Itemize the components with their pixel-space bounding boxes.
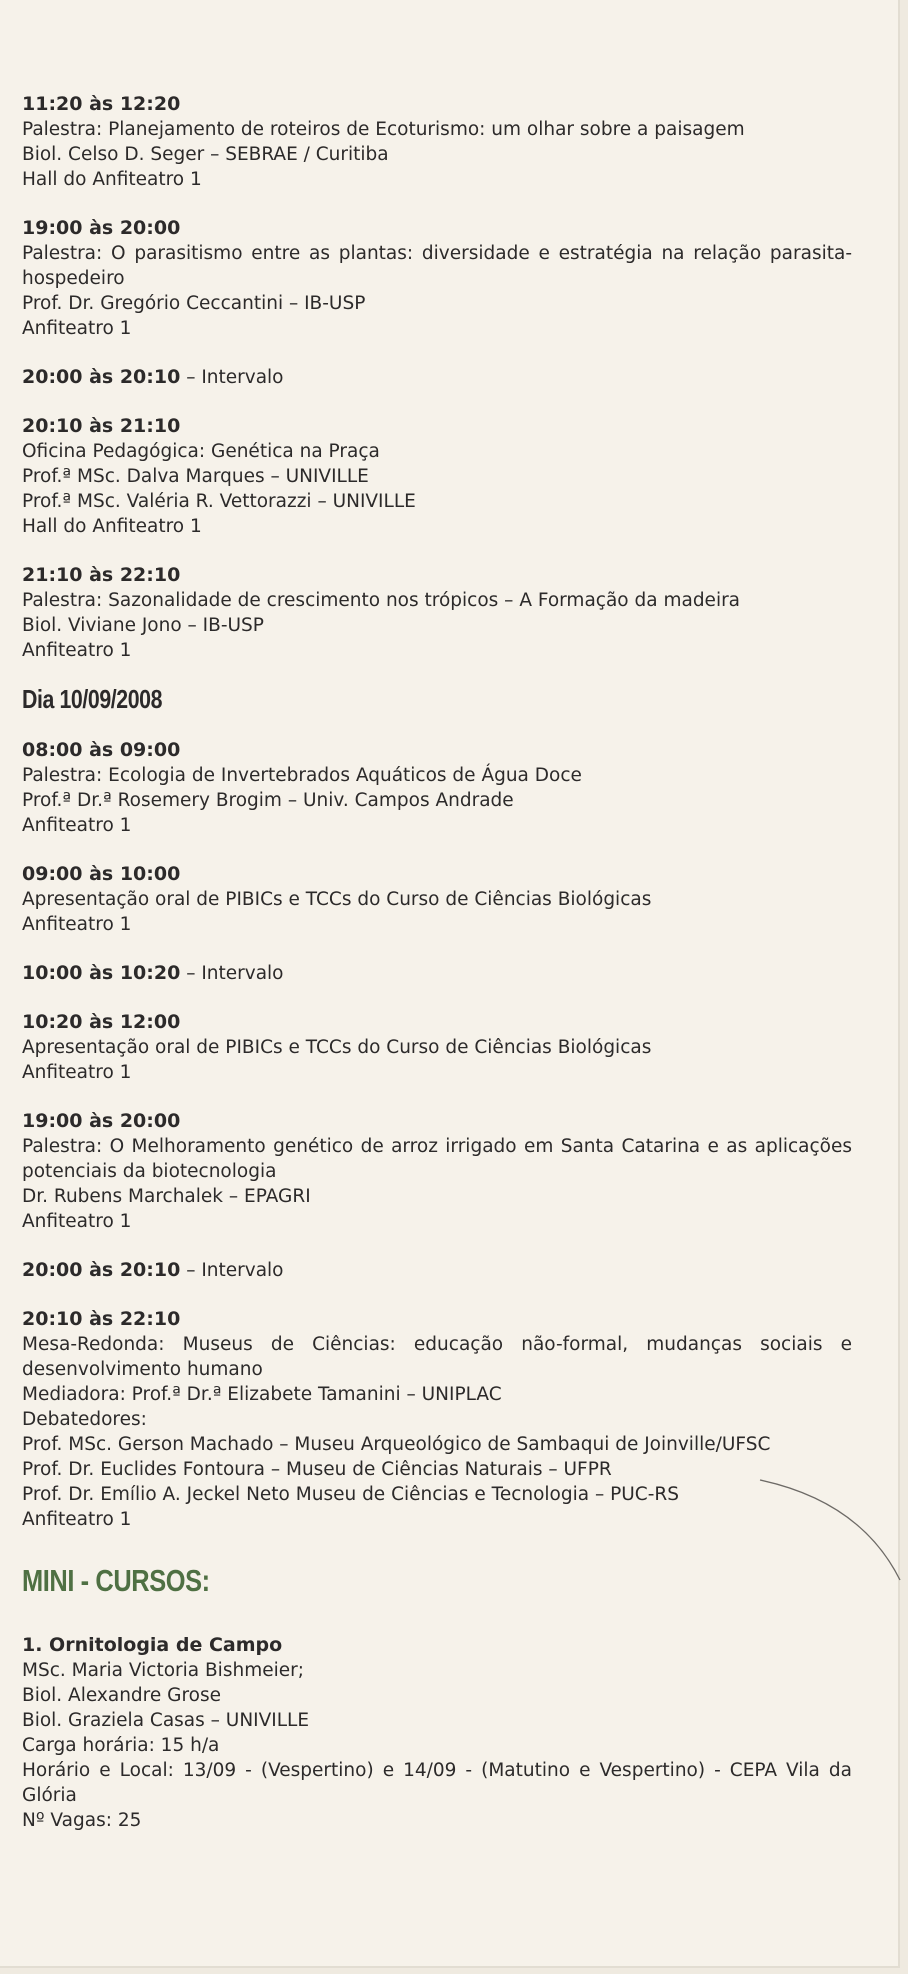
session-detail-line: Apresentação oral de PIBICs e TCCs do Curso de Ciências Biológicas	[22, 889, 652, 910]
session-detail-line: Anfiteatro 1	[22, 318, 132, 339]
session-time: 20:00 às 20:10	[22, 1259, 181, 1281]
session-interval-label: – Intervalo	[180, 963, 284, 984]
session-detail-line: Anfiteatro 1	[22, 914, 132, 935]
session-block	[22, 1109, 852, 1234]
session-detail-line: Anfiteatro 1	[22, 1211, 132, 1232]
session-block	[22, 563, 852, 663]
session-time-line	[22, 738, 852, 763]
session-detail-line: Palestra: O parasitismo entre as plantas: diversidade e estratégia na relação parasita-hospedeiro	[22, 243, 852, 289]
session-time-line	[22, 563, 852, 588]
session-detail-line: Anfiteatro 1	[22, 640, 132, 661]
session-detail-line: Prof. Dr. Emílio A. Jeckel Neto Museu de Ciências e Tecnologia – PUC-RS	[22, 1484, 679, 1505]
session-time: 08:00 às 09:00	[22, 739, 181, 761]
course-detail-line: Carga horária: 15 h/a	[22, 1735, 220, 1756]
course-detail-line: MSc. Maria Victoria Bishmeier;	[22, 1660, 304, 1681]
session-time-line	[22, 92, 852, 117]
session-time: 11:20 às 12:20	[22, 93, 181, 115]
session-detail-line: Prof.ª Dr.ª Rosemery Brogim – Univ. Campos Andrade	[22, 790, 514, 811]
session-time-line	[22, 961, 852, 986]
session-block	[22, 738, 852, 838]
schedule-content	[22, 92, 852, 1857]
session-time: 20:10 às 22:10	[22, 1308, 181, 1330]
minicursos-heading: MINI - CURSOS:	[22, 1563, 210, 1598]
session-detail-line: Debatedores:	[22, 1409, 147, 1430]
session-time-line	[22, 1307, 852, 1332]
session-time-line	[22, 414, 852, 439]
course-lines	[22, 1658, 852, 1833]
session-interval-label: – Intervalo	[180, 1260, 284, 1281]
session-detail-line: Prof.ª MSc. Valéria R. Vettorazzi – UNIVILLE	[22, 491, 416, 512]
session-detail-line: Palestra: Planejamento de roteiros de Ecoturismo: um olhar sobre a paisagem	[22, 119, 745, 140]
session-time-line	[22, 1010, 852, 1035]
session-block	[22, 862, 852, 937]
day1-sessions	[22, 92, 852, 663]
session-time: 21:10 às 22:10	[22, 564, 181, 586]
session-time: 10:20 às 12:00	[22, 1011, 181, 1033]
session-detail-line: Palestra: Ecologia de Invertebrados Aquáticos de Água Doce	[22, 765, 582, 786]
session-detail-line: Oficina Pedagógica: Genética na Praça	[22, 441, 380, 462]
session-detail-line: Prof.ª MSc. Dalva Marques – UNIVILLE	[22, 466, 369, 487]
session-detail-line: Palestra: O Melhoramento genético de arroz irrigado em Santa Catarina e as aplicações potenciais da biotecnologia	[22, 1136, 852, 1182]
session-detail-line: Biol. Celso D. Seger – SEBRAE / Curitiba	[22, 144, 389, 165]
session-time-line	[22, 862, 852, 887]
session-time-line	[22, 1258, 852, 1283]
session-time: 20:10 às 21:10	[22, 415, 181, 437]
course-detail-line: Horário e Local: 13/09 - (Vespertino) e 14/09 - (Matutino e Vespertino) - CEPA Vila da Glória	[22, 1760, 852, 1806]
session-time: 10:00 às 10:20	[22, 962, 181, 984]
course-title: 1. Ornitologia de Campo	[22, 1634, 283, 1656]
session-time: 20:00 às 20:10	[22, 366, 181, 388]
session-block	[22, 414, 852, 539]
session-detail-line: Hall do Anfiteatro 1	[22, 169, 202, 190]
session-block	[22, 216, 852, 341]
session-detail-line: Anfiteatro 1	[22, 1062, 132, 1083]
session-time: 19:00 às 20:00	[22, 217, 181, 239]
session-detail-line: Dr. Rubens Marchalek – EPAGRI	[22, 1186, 311, 1207]
session-block	[22, 92, 852, 192]
session-detail-line: Apresentação oral de PIBICs e TCCs do Curso de Ciências Biológicas	[22, 1037, 652, 1058]
session-time-line	[22, 216, 852, 241]
day-heading: Dia 10/09/2008	[22, 684, 163, 714]
session-block	[22, 1010, 852, 1085]
session-detail-line: Anfiteatro 1	[22, 1509, 132, 1530]
session-detail-line: Mediadora: Prof.ª Dr.ª Elizabete Tamanini – UNIPLAC	[22, 1384, 502, 1405]
session-detail-line: Prof. Dr. Gregório Ceccantini – IB-USP	[22, 293, 366, 314]
session-block	[22, 1307, 852, 1532]
course-detail-line: Biol. Graziela Casas – UNIVILLE	[22, 1710, 310, 1731]
session-detail-line: Prof. MSc. Gerson Machado – Museu Arqueológico de Sambaqui de Joinville/UFSC	[22, 1434, 771, 1455]
session-block	[22, 1258, 852, 1283]
session-detail-line: Prof. Dr. Euclides Fontoura – Museu de Ciências Naturais – UFPR	[22, 1459, 612, 1480]
session-time: 09:00 às 10:00	[22, 863, 181, 885]
session-block	[22, 365, 852, 390]
day2-sessions	[22, 738, 852, 1532]
session-detail-line: Biol. Viviane Jono – IB-USP	[22, 615, 264, 636]
session-detail-line: Mesa-Redonda: Museus de Ciências: educação não-formal, mudanças sociais e desenvolvimento humano	[22, 1334, 852, 1380]
session-time-line	[22, 1109, 852, 1134]
course-detail-line: Nº Vagas: 25	[22, 1810, 142, 1831]
session-detail-line: Hall do Anfiteatro 1	[22, 516, 202, 537]
session-time-line	[22, 365, 852, 390]
session-time: 19:00 às 20:00	[22, 1110, 181, 1132]
session-interval-label: – Intervalo	[180, 367, 284, 388]
session-block	[22, 961, 852, 986]
course-block	[22, 1633, 852, 1833]
course-detail-line: Biol. Alexandre Grose	[22, 1685, 221, 1706]
session-detail-line: Anfiteatro 1	[22, 815, 132, 836]
session-detail-line: Palestra: Sazonalidade de crescimento nos trópicos – A Formação da madeira	[22, 590, 741, 611]
